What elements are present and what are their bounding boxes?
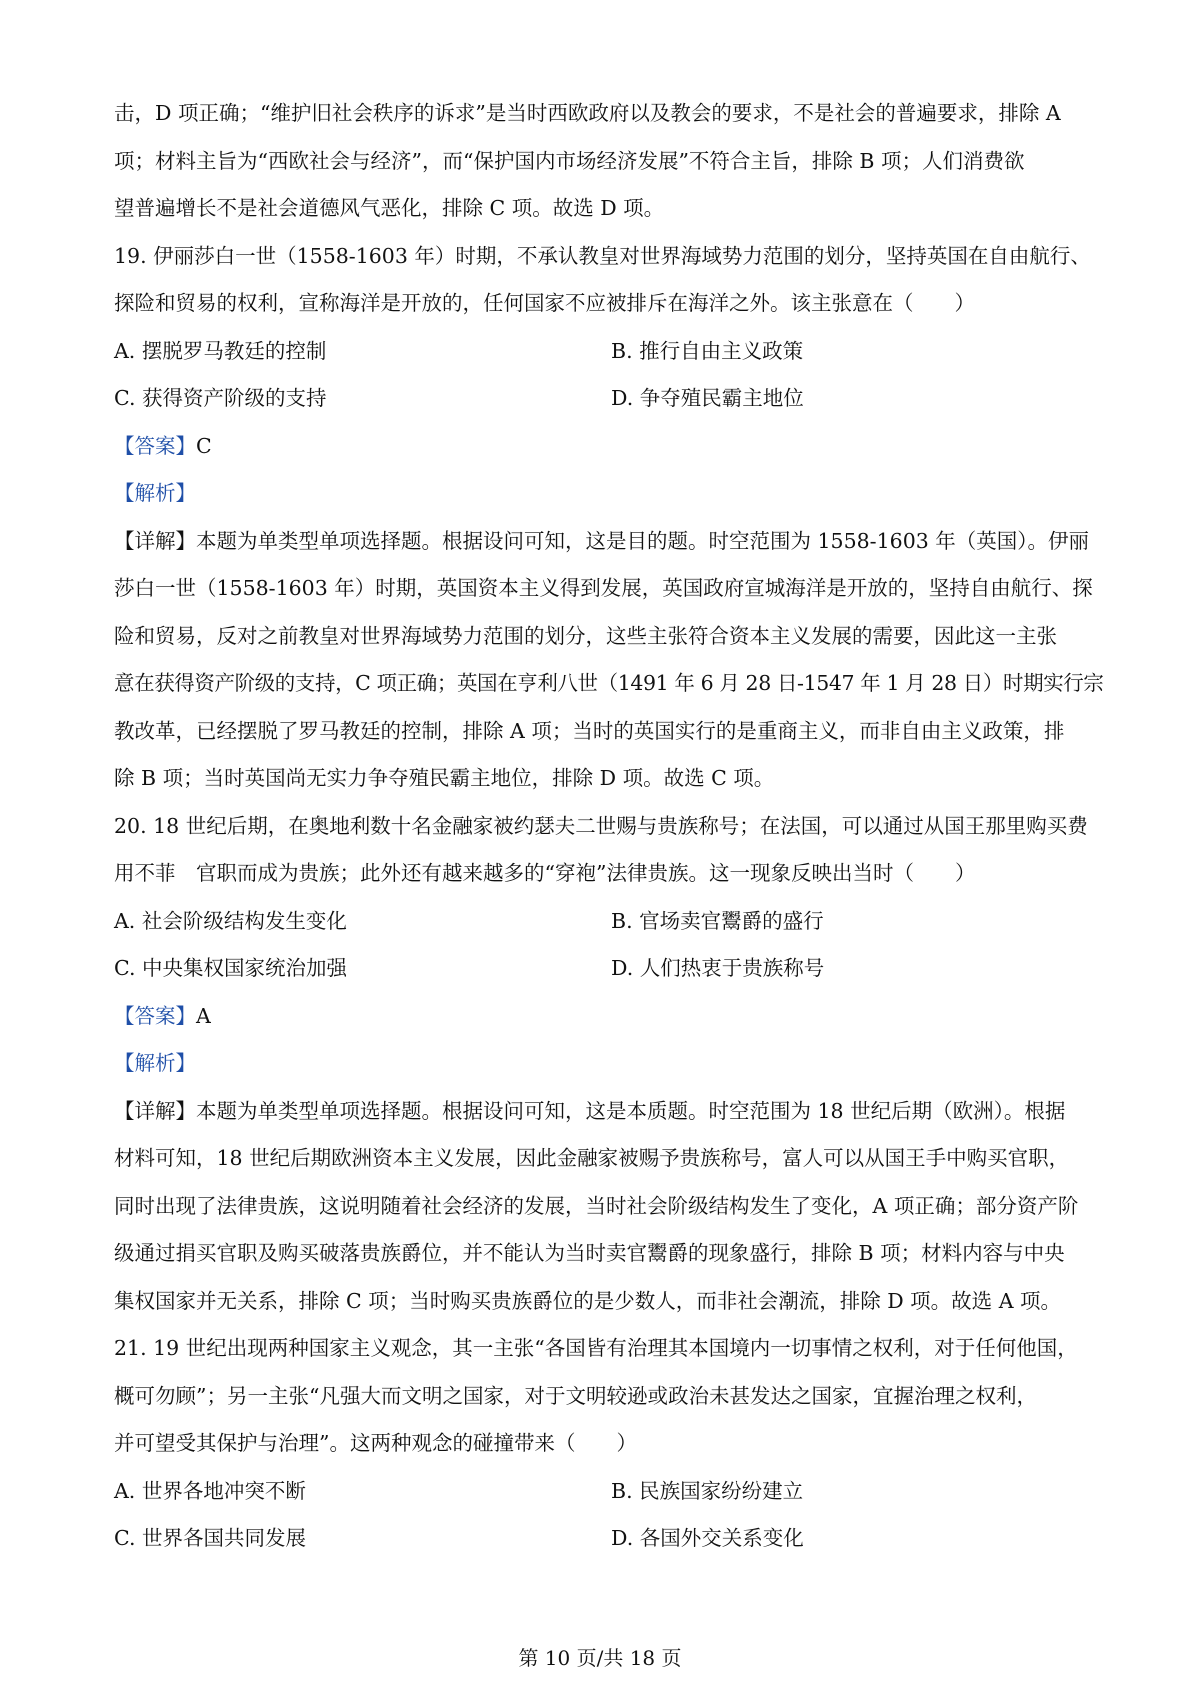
text-line	[114, 1088, 1104, 1136]
analysis-line	[114, 470, 1104, 518]
text-line: 教改革，已经摆脱了罗马教廷的控制，排除 A 项；当时的英国实行的是重商主义，而非自由主义政策，排	[114, 718, 1065, 743]
option-c: C. 世界各国共同发展	[114, 1526, 306, 1550]
text-line: 19. 伊丽莎白一世（1558-1603 年）时期，不承认教皇对世界海域势力范围的划分，坚持英国在自由航行、	[114, 243, 1091, 268]
option-b: B. 民族国家纷纷建立	[611, 1478, 804, 1503]
question-21	[114, 1325, 1104, 1563]
question-stem	[114, 233, 1104, 328]
question-20	[114, 803, 1104, 1326]
text-line: 莎白一世（1558-1603 年）时期，英国资本主义得到发展，英国政府宣城海洋是开放的，坚持自由航行、探	[114, 576, 1093, 600]
answer-options	[114, 328, 1104, 423]
text-line: 21. 19 世纪出现两种国家主义观念，其一主张“各国皆有治理其本国境内一切事情之权利，对于任何他国，	[114, 1336, 1078, 1360]
option-d: D. 各国外交关系变化	[611, 1526, 804, 1550]
answer-tag: 【答案】	[114, 1003, 196, 1028]
option-c: C. 获得资产阶级的支持	[114, 386, 327, 410]
text-line: 险和贸易，反对之前教皇对世界海域势力范围的划分，这些主张符合资本主义发展的需要，因此这一主张	[114, 623, 1057, 648]
detail-text: 本题为单类型单项选择题。根据设问可知，这是本质题。时空范围为 18 世纪后期（欧洲）。根据	[196, 1098, 1066, 1123]
option-c: C. 中央集权国家统治加强	[114, 956, 347, 980]
question-19	[114, 233, 1104, 803]
text-line: 意在获得资产阶级的支持，C 项正确；英国在亨利八世（1491 年 6 月 28 日-1547 年 1 月 28 日）时期实行宗	[114, 671, 1104, 695]
text-line: 用不菲 官职而成为贵族；此外还有越来越多的“穿袍”法律贵族。这一现象反映出当时（ ）	[114, 861, 976, 885]
text-line: 概可勿顾”；另一主张“凡强大而文明之国家，对于文明较逊或政治未甚发达之国家，宜握治理之权利，	[114, 1383, 1037, 1408]
option-b: B. 推行自由主义政策	[611, 338, 804, 363]
answer-value: A	[196, 1003, 211, 1028]
text-line: 20. 18 世纪后期，在奥地利数十名金融家被约瑟夫二世赐与贵族称号；在法国，可以通过从国王那里购买费	[114, 813, 1088, 838]
text-line: 击，D 项正确；“维护旧社会秩序的诉求”是当时西欧政府以及教会的要求，不是社会的普遍要求，排除 A	[114, 101, 1061, 125]
analysis-tag: 【解析】	[114, 481, 196, 505]
detail-paragraph	[114, 1088, 1104, 1326]
option-d: D. 人们热衷于贵族称号	[611, 956, 825, 980]
question-stem	[114, 803, 1104, 898]
text-line: 望普遍增长不是社会道德风气恶化，排除 C 项。故选 D 项。	[114, 196, 665, 220]
option-a: A. 摆脱罗马教廷的控制	[114, 338, 327, 363]
option-a: A. 社会阶级结构发生变化	[114, 908, 347, 933]
text-line: 同时出现了法律贵族，这说明随着社会经济的发展，当时社会阶级结构发生了变化，A 项正确；部分资产阶	[114, 1193, 1079, 1218]
option-a: A. 世界各地冲突不断	[114, 1478, 306, 1503]
text-line: 项；材料主旨为“西欧社会与经济”，而“保护国内市场经济发展”不符合主旨，排除 B 项；人们消费欲	[114, 148, 1025, 173]
text-line	[114, 518, 1104, 566]
answer-tag: 【答案】	[114, 433, 196, 458]
text-line: 集权国家并无关系，排除 C 项；当时购买贵族爵位的是少数人，而非社会潮流，排除 D 项。故选 A 项。	[114, 1288, 1062, 1313]
answer-options	[114, 898, 1104, 993]
answer-value: C	[196, 433, 212, 458]
option-b: B. 官场卖官鬻爵的盛行	[611, 908, 824, 933]
page-footer	[0, 1644, 1200, 1672]
text-line: 级通过捐买官职及购买破落贵族爵位，并不能认为当时卖官鬻爵的现象盛行，排除 B 项；材料内容与中央	[114, 1241, 1065, 1265]
answer-options	[114, 1468, 1104, 1563]
analysis-tag: 【解析】	[114, 1051, 196, 1075]
detail-tag: 【详解】	[114, 1098, 196, 1123]
text-line: 材料可知，18 世纪后期欧洲资本主义发展，因此金融家被赐予贵族称号，富人可以从国王手中购买官职，	[114, 1146, 1070, 1170]
intro-paragraph	[114, 90, 1104, 233]
page-number: 第 10 页/共 18 页	[518, 1646, 682, 1670]
option-d: D. 争夺殖民霸主地位	[611, 386, 804, 410]
text-line: 并可望受其保护与治理”。这两种观念的碰撞带来（ ）	[114, 1431, 637, 1455]
detail-tag: 【详解】	[114, 528, 196, 553]
detail-paragraph	[114, 518, 1104, 803]
text-line: 除 B 项；当时英国尚无实力争夺殖民霸主地位，排除 D 项。故选 C 项。	[114, 766, 775, 790]
text-line: 探险和贸易的权利，宣称海洋是开放的，任何国家不应被排斥在海洋之外。该主张意在（ ）	[114, 291, 975, 315]
question-stem	[114, 1325, 1104, 1468]
page-content	[114, 90, 1104, 1563]
detail-text: 本题为单类型单项选择题。根据设问可知，这是目的题。时空范围为 1558-1603 年（英国）。伊丽	[196, 528, 1090, 553]
answer-line	[114, 993, 1104, 1041]
analysis-line	[114, 1040, 1104, 1088]
answer-line	[114, 423, 1104, 471]
